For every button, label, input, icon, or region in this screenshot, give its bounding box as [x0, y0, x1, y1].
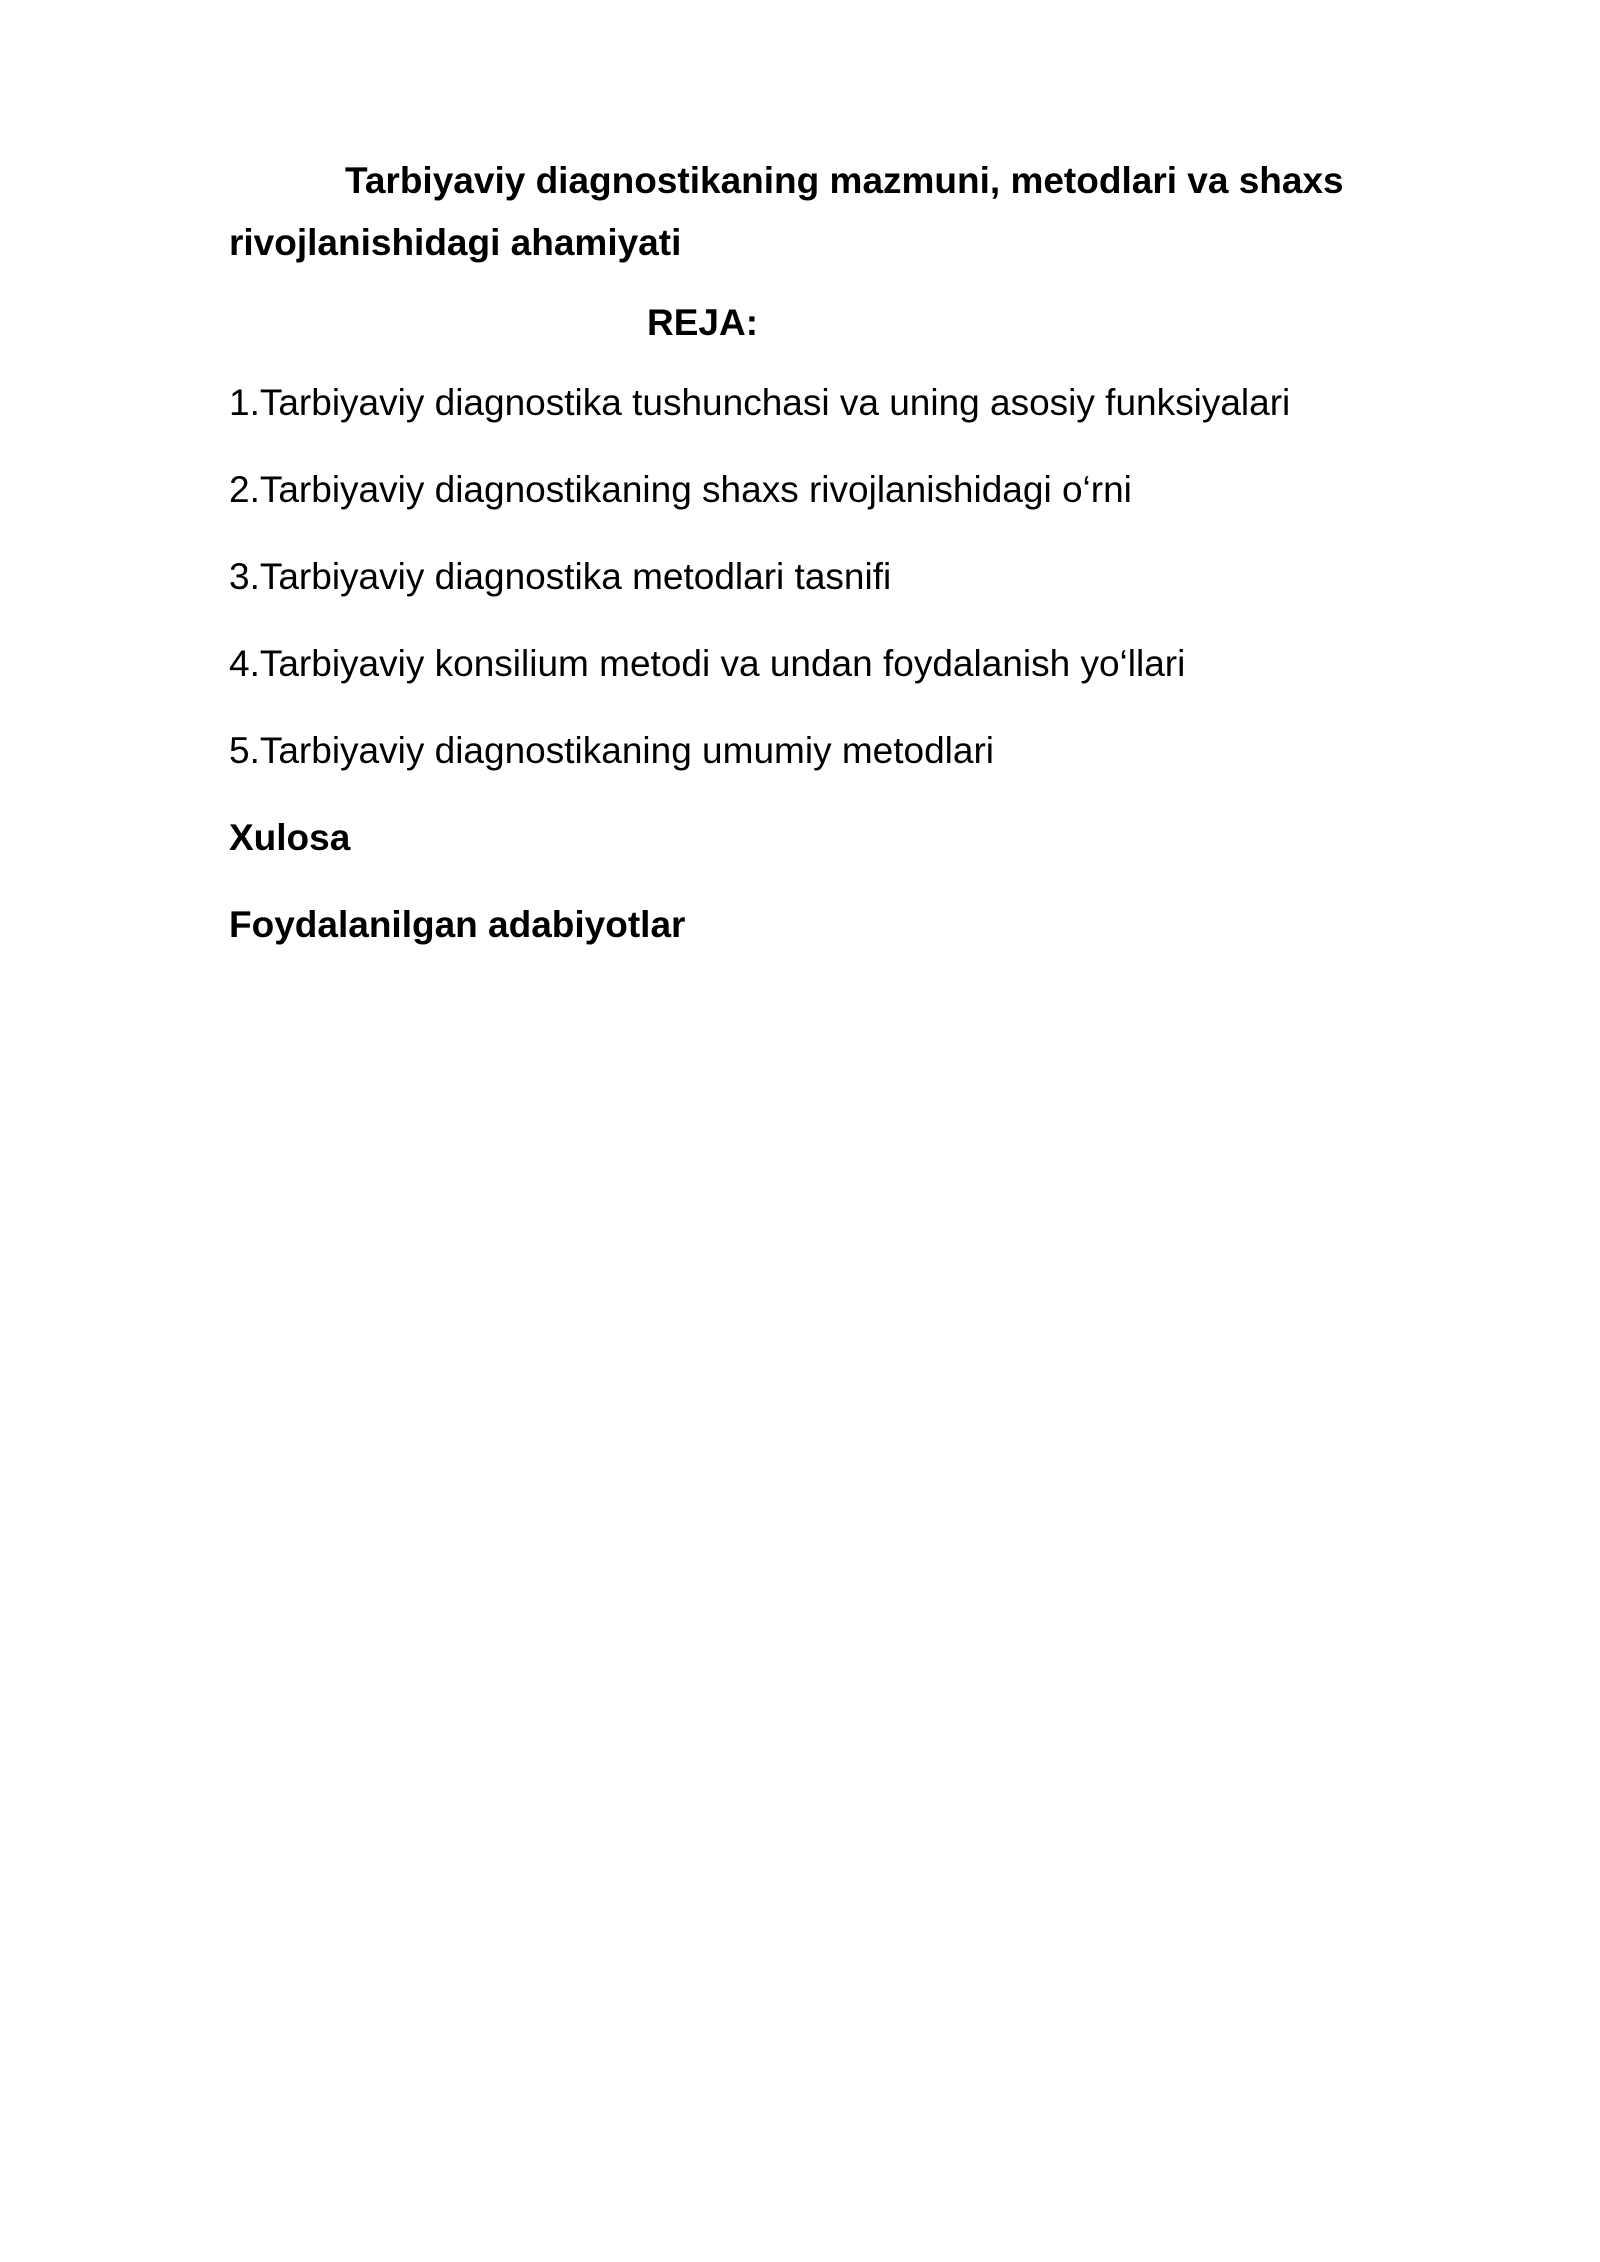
plan-item-4: 4.Tarbiyaviy konsilium metodi va undan foydalanish yo‘llari [229, 643, 1186, 684]
plan-item-5: 5.Tarbiyaviy diagnostikaning umumiy metodlari [229, 730, 995, 771]
plan-item-2: 2.Tarbiyaviy diagnostikaning shaxs rivojlanishidagi o‘rni [229, 469, 1132, 510]
references-heading: Foydalanilgan adabiyotlar [229, 904, 686, 945]
plan-list [229, 378, 1379, 776]
plan-item-1: 1.Tarbiyaviy diagnostika tushunchasi va uning asosiy funksiyalari [229, 382, 1291, 423]
plan-item-3: 3.Tarbiyaviy diagnostika metodlari tasnifi [229, 556, 892, 597]
document-title: Tarbiyaviy diagnostikaning mazmuni, metodlari va shaxs rivojlanishidagi ahamiyati [229, 160, 1344, 263]
conclusion-heading: Xulosa [229, 817, 351, 858]
plan-heading: REJA: [647, 302, 759, 343]
document-content [229, 150, 1379, 987]
